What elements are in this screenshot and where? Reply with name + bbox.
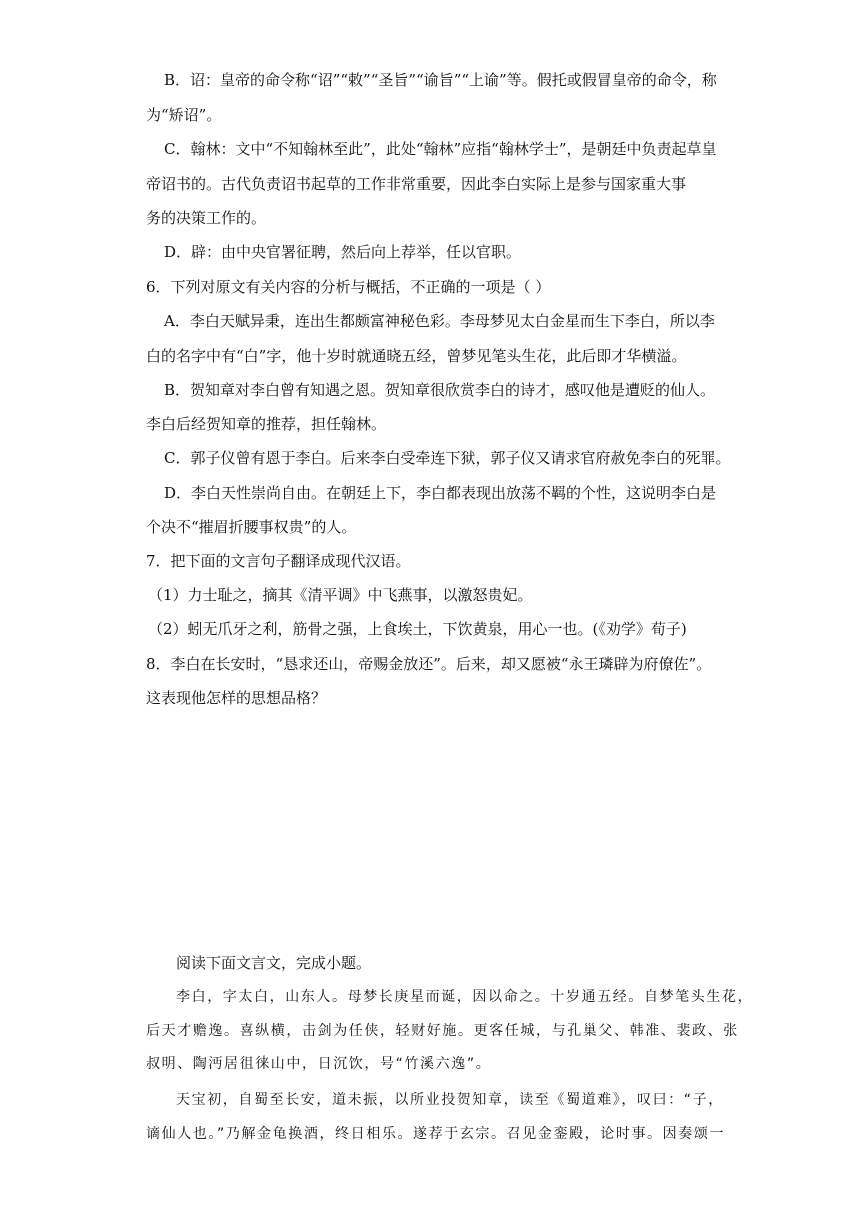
q5-option-d-line1: D．辟：由中央官署征聘，然后向上荐举，任以官职。	[164, 243, 522, 261]
q6-option-b-line2: 李白后经贺知章的推荐，担任翰林。	[146, 415, 387, 433]
passage-p1-line3: 叔明、陶沔居徂徕山中，日沉饮，号“竹溪六逸”。	[146, 1056, 492, 1072]
q6-option-a-line2: 白的名字中有“白”字，他十岁时就通晓五经，曾梦见笔头生花，此后即才华横溢。	[146, 347, 687, 365]
q7-sentence-2: （2）蚓无爪牙之利，筋骨之强，上食埃土，下饮黄泉，用心一也。(《劝学》荀子)	[148, 620, 687, 638]
q7-sentence-1: （1）力士耻之，摘其《清平调》中飞燕事，以激怒贵妃。	[148, 586, 533, 604]
passage-intro: 阅读下面文言文，完成小题。	[176, 954, 372, 972]
passage-p2-line2: 谪仙人也。”乃解金龟换酒，终日相乐。遂荐于玄宗。召见金銮殿，论时事。因奏颂一	[146, 1126, 726, 1142]
q6-option-d-line2: 个决不“摧眉折腰事权贵”的人。	[146, 518, 357, 536]
q5-option-c-line2: 帝诏书的。古代负责诏书起草的工作非常重要，因此李白实际上是参与国家重大事	[146, 175, 687, 193]
q5-option-c-line1: C．翰林：文中“不知翰林至此”，此处“翰林”应指“翰林学士”，是朝廷中负责起草皇	[164, 140, 717, 158]
passage-p2-line1: 天宝初，自蜀至长安，道未振，以所业投贺知章，读至《蜀道难》，叹曰：“子，	[176, 1092, 724, 1108]
q5-option-c-line3: 务的决策工作的。	[146, 209, 267, 227]
q6-option-d-line1: D．李白天性崇尚自由。在朝廷上下，李白都表现出放荡不羁的个性，这说明李白是	[164, 484, 717, 502]
q5-option-b-line1: B．诏：皇帝的命令称“诏”“敕”“圣旨”“谕旨”“上谕”等。假托或假冒皇帝的命令，称	[164, 71, 717, 89]
passage-p1-line2: 后天才赡逸。喜纵横，击剑为任侠，轻财好施。更客任城，与孔巢父、韩准、裴政、张	[146, 1023, 739, 1039]
q6-option-c-line1: C．郭子仪曾有恩于李白。后来李白受牵连下狱，郭子仪又请求官府赦免李白的死罪。	[164, 449, 731, 467]
q6-option-b-line1: B．贺知章对李白曾有知遇之恩。贺知章很欣赏李白的诗才，感叹他是遭贬的仙人。	[164, 381, 716, 399]
q5-option-b-line2: 为“矫诏”。	[146, 106, 222, 124]
q7-stem: 7．把下面的文言句子翻译成现代汉语。	[146, 552, 411, 570]
passage-p1-line1: 李白，字太白，山东人。母梦长庚星而诞，因以命之。十岁通五经。自梦笔头生花，	[176, 989, 754, 1005]
q8-line2: 这表现他怎样的思想品格？	[146, 689, 327, 707]
q6-option-a-line1: A．李白天赋异秉，连出生都颇富神秘色彩。李母梦见太白金星而生下李白，所以李	[164, 312, 715, 330]
q6-stem: 6．下列对原文有关内容的分析与概括，不正确的一项是（ ）	[146, 278, 551, 296]
q8-line1: 8．李白在长安时，“恳求还山，帝赐金放还”。后来，却又愿被“永王璘辟为府僚佐”。	[146, 655, 712, 673]
